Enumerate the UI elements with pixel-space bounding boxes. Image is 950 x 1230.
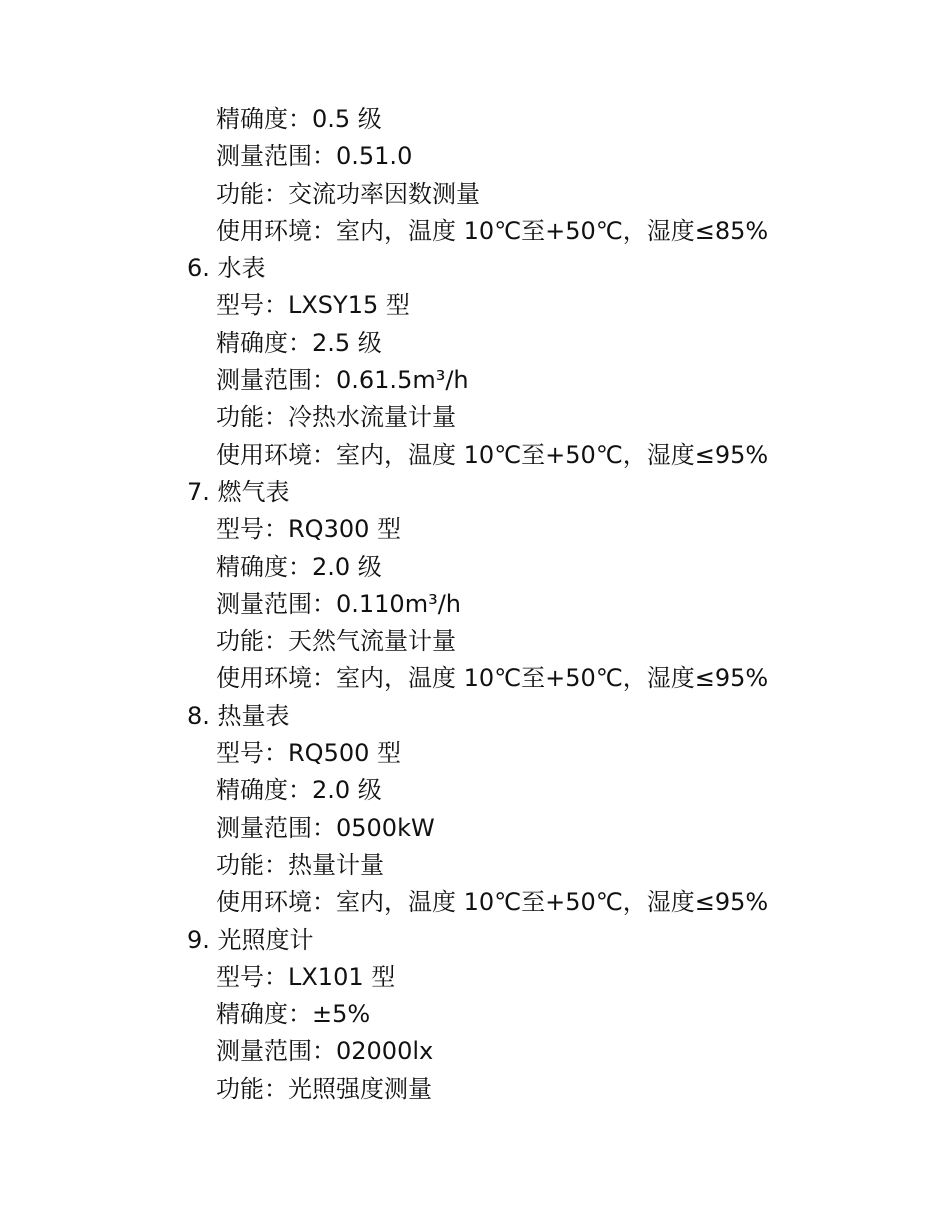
section-heading: 9. 光照度计 [187,925,314,954]
section-heading: 6. 水表 [187,254,266,283]
spec-line: 测量范围：02000lx [216,1037,434,1066]
document-page [0,101,950,1108]
spec-line: 功能：天然气流量计量 [216,627,456,656]
spec-line: 测量范围：0.61.5m³/h [216,366,469,395]
spec-line: 测量范围：0500kW [216,813,435,842]
spec-line: 功能：热量计量 [216,850,384,879]
spec-line: 精确度：2.5 级 [216,328,382,357]
spec-line: 使用环境：室内，温度 10℃至+50℃，湿度≤95% [216,888,769,917]
spec-line: 精确度：2.0 级 [216,776,382,805]
spec-line: 型号：LX101 型 [216,962,396,991]
spec-line: 使用环境：室内，温度 10℃至+50℃，湿度≤95% [216,440,769,469]
spec-line: 使用环境：室内，温度 10℃至+50℃，湿度≤95% [216,664,769,693]
spec-line: 型号：RQ500 型 [216,739,402,768]
spec-line: 测量范围：0.51.0 [216,142,413,171]
spec-line: 型号：RQ300 型 [216,515,402,544]
spec-line: 功能：交流功率因数测量 [216,179,480,208]
spec-line: 精确度：0.5 级 [216,105,382,133]
section-heading: 7. 燃气表 [187,477,290,506]
spec-line: 测量范围：0.110m³/h [216,589,462,618]
spec-line: 型号：LXSY15 型 [216,291,410,320]
spec-line: 功能：冷热水流量计量 [216,403,456,432]
spec-line: 功能：光照强度测量 [216,1074,432,1103]
spec-line: 使用环境：室内，温度 10℃至+50℃，湿度≤85% [216,216,769,245]
spec-line: 精确度：±5% [216,1000,371,1029]
spec-line: 精确度：2.0 级 [216,552,382,581]
section-heading: 8. 热量表 [187,701,290,730]
